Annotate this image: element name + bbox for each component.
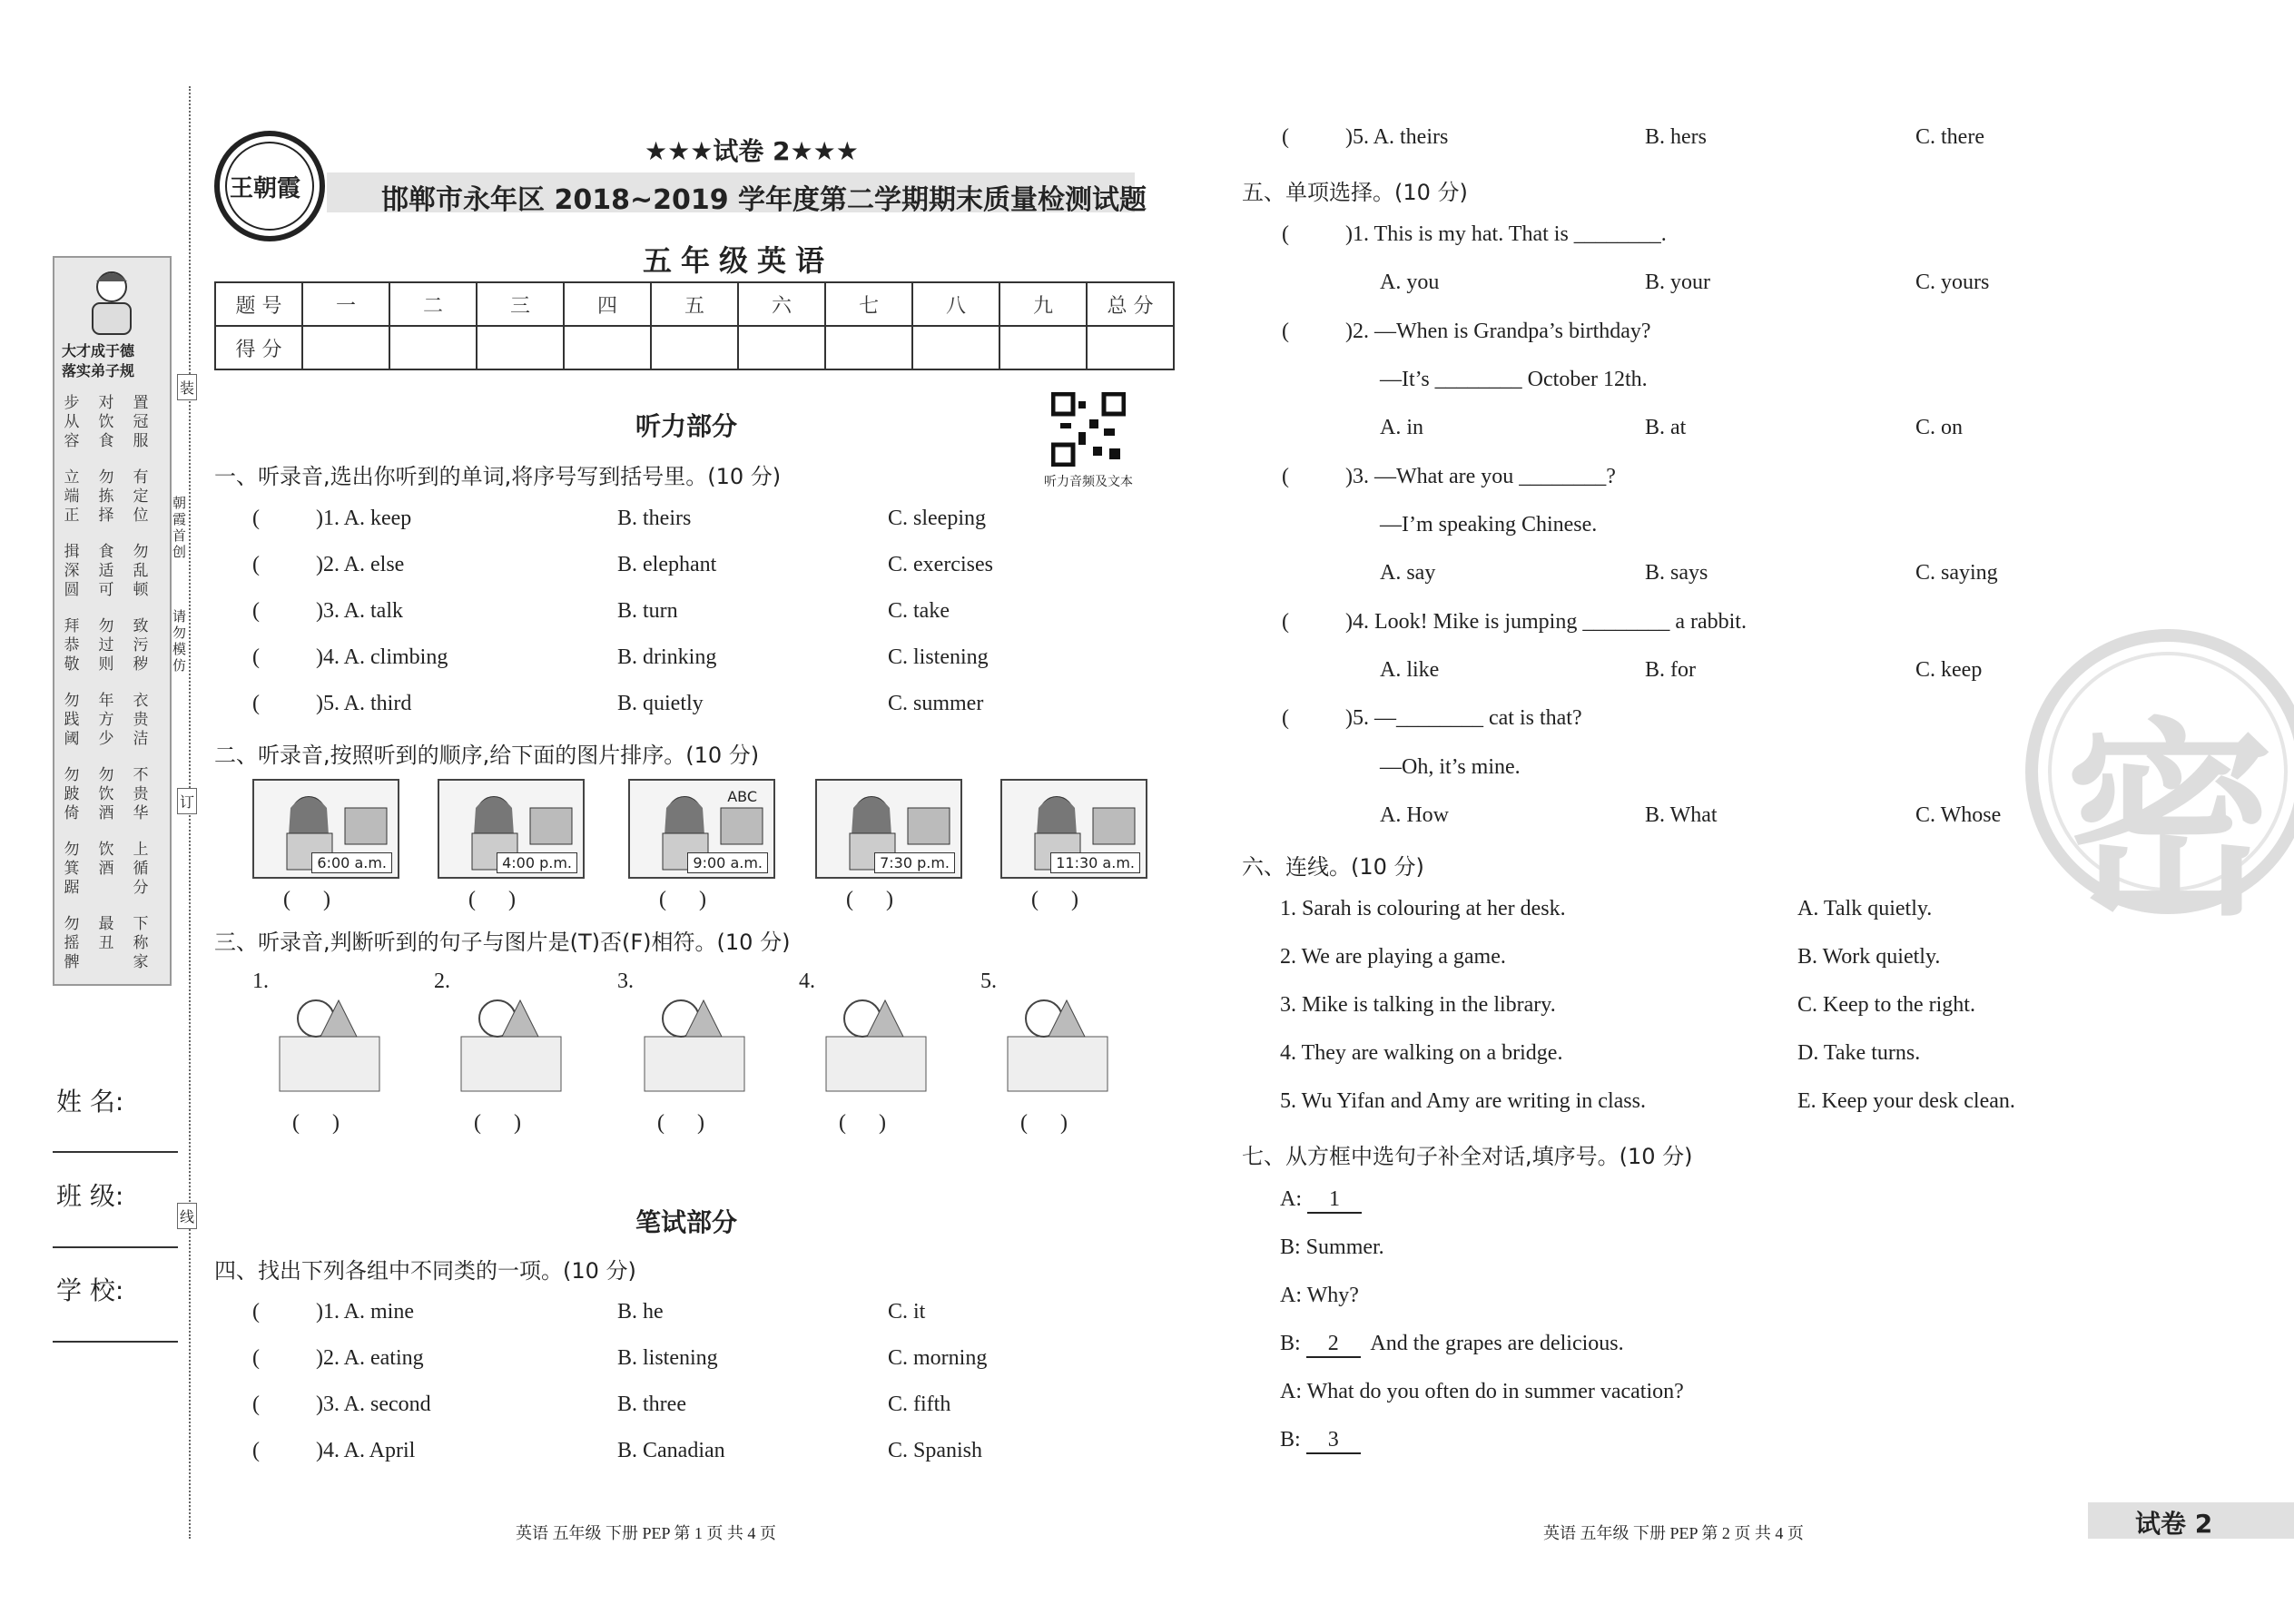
rules-sidebar xyxy=(53,256,172,986)
tf-picture-5 xyxy=(999,982,1117,1100)
rule-text: 勿饮酒 xyxy=(98,766,114,822)
order-answer-3[interactable]: ( ) xyxy=(659,888,706,911)
score-label-cell: 得 分 xyxy=(215,326,302,369)
order-answer-4[interactable]: ( ) xyxy=(846,888,893,911)
s4-item-2-opt-c: C. morning xyxy=(888,1346,988,1370)
motto-line-1: 大才成于德 xyxy=(62,342,135,359)
dialog-line-4 xyxy=(1280,1332,1624,1358)
tf-number-5: 5. xyxy=(980,969,997,993)
s1-item-1-paren[interactable]: ( xyxy=(252,507,260,530)
s5-q1-option[interactable]: C. yours xyxy=(1915,271,1990,294)
s5-q1-stem: )1. This is my hat. That is ________. xyxy=(1334,222,1667,246)
score-input-cell[interactable] xyxy=(477,326,564,369)
dialog-line-1 xyxy=(1280,1187,1362,1214)
rule-text: 下称家 xyxy=(133,915,149,971)
match-left-1[interactable]: 1. Sarah is colouring at her desk. xyxy=(1280,897,1566,920)
s1-item-5-opt-c: C. summer xyxy=(888,692,984,715)
tf-answer-5[interactable]: ( ) xyxy=(1020,1111,1068,1135)
rule-text: 年方少 xyxy=(98,692,114,748)
rule-text: 置冠服 xyxy=(133,394,149,450)
picture-time: 9:00 a.m. xyxy=(687,852,768,873)
score-header-cell: 七 xyxy=(825,282,912,326)
rule-text: 勿乱顿 xyxy=(133,543,149,599)
section-2-title: 二、听录音,按照听到的顺序,给下面的图片排序。(10 分) xyxy=(214,743,760,768)
rule-text: 上循分 xyxy=(133,841,149,897)
s1-item-4-paren[interactable]: ( xyxy=(252,645,260,669)
scene-drawing xyxy=(271,982,389,1100)
section-7-title: 七、从方框中选句子补全对话,填序号。(10 分) xyxy=(1242,1144,1693,1169)
s4-item-4-opt-b: B. Canadian xyxy=(617,1439,725,1462)
rule-text: 揖深圆 xyxy=(64,543,80,599)
dialog-line-6 xyxy=(1280,1428,1361,1454)
order-answer-1[interactable]: ( ) xyxy=(283,888,330,911)
dialog-line-3: A: Why? xyxy=(1280,1284,1359,1307)
score-header-cell: 三 xyxy=(477,282,564,326)
s1-item-5-opt-a: )5. A. third xyxy=(305,692,412,715)
tf-answer-4[interactable]: ( ) xyxy=(839,1111,886,1135)
series-label: ★★★试卷 2★★★ xyxy=(645,136,859,166)
s5-q5-option[interactable]: C. Whose xyxy=(1915,803,2002,827)
score-input-cell[interactable] xyxy=(564,326,651,369)
s4-item-4-paren[interactable]: ( xyxy=(252,1439,260,1462)
s5-q2-option[interactable]: B. at xyxy=(1645,416,1687,439)
writing-title: 笔试部分 xyxy=(635,1207,738,1237)
s5-q4-option[interactable]: B. for xyxy=(1645,658,1696,682)
footer-right: 英语 五年级 下册 PEP 第 2 页 共 4 页 xyxy=(1543,1524,1804,1542)
subject-title: 五年级英语 xyxy=(643,243,834,278)
school-field[interactable] xyxy=(53,1341,178,1343)
score-input-cell[interactable] xyxy=(825,326,912,369)
s4-item-4-opt-a: )4. A. April xyxy=(305,1439,416,1462)
rule-text: 不贵华 xyxy=(133,766,149,822)
tf-number-1: 1. xyxy=(252,969,269,993)
s5-q1-option[interactable]: A. you xyxy=(1380,271,1440,294)
s5-q4-option[interactable]: C. keep xyxy=(1915,658,1983,682)
s4-item-5-a: )5. A. theirs xyxy=(1334,125,1449,149)
score-table xyxy=(214,281,1175,370)
picture-time: 7:30 p.m. xyxy=(874,852,955,873)
score-header-cell: 一 xyxy=(302,282,389,326)
score-header-cell: 总 分 xyxy=(1087,282,1174,326)
s1-item-1-opt-a: )1. A. keep xyxy=(305,507,412,530)
score-input-cell[interactable] xyxy=(999,326,1087,369)
tf-answer-2[interactable]: ( ) xyxy=(474,1111,521,1135)
match-left-4[interactable]: 4. They are walking on a bridge. xyxy=(1280,1041,1563,1065)
section-5-title: 五、单项选择。(10 分) xyxy=(1242,180,1468,205)
s4-item-4-opt-c: C. Spanish xyxy=(888,1439,983,1462)
picture-time: 4:00 p.m. xyxy=(497,852,577,873)
scene-drawing xyxy=(999,982,1117,1100)
boy-illustration xyxy=(84,265,140,338)
s1-item-2-opt-b: B. elephant xyxy=(617,553,717,576)
s1-item-2-opt-a: )2. A. else xyxy=(305,553,405,576)
picture-time: 6:00 a.m. xyxy=(311,852,392,873)
tf-answer-1[interactable]: ( ) xyxy=(292,1111,340,1135)
s1-item-5-opt-b: B. quietly xyxy=(617,692,704,715)
s4-item-3-opt-a: )3. A. second xyxy=(305,1393,431,1416)
s1-item-3-opt-b: B. turn xyxy=(617,599,678,623)
margin-note-4: 朝霞首创 xyxy=(172,495,187,560)
rule-text: 勿摇髀 xyxy=(64,915,80,971)
rule-text: 衣贵洁 xyxy=(133,692,149,748)
score-header-cell: 五 xyxy=(651,282,738,326)
order-picture-5 xyxy=(1000,779,1147,879)
s1-item-1-opt-c: C. sleeping xyxy=(888,507,986,530)
order-picture-1 xyxy=(252,779,399,879)
order-answer-5[interactable]: ( ) xyxy=(1031,888,1078,911)
section-4-title: 四、找出下列各组中不同类的一项。(10 分) xyxy=(214,1258,636,1284)
s4-item-2-opt-a: )2. A. eating xyxy=(305,1346,424,1370)
s5-q5-option[interactable]: B. What xyxy=(1645,803,1718,827)
qr-caption: 听力音频及文本 xyxy=(1044,475,1133,489)
rule-text: 勿拣择 xyxy=(98,468,114,525)
s1-item-4-opt-c: C. listening xyxy=(888,645,989,669)
s5-q3-option[interactable]: A. say xyxy=(1380,561,1436,585)
score-header-cell: 四 xyxy=(564,282,651,326)
s5-q2-paren[interactable]: ( xyxy=(1282,320,1289,343)
rule-text: 致污秽 xyxy=(133,617,149,674)
scene-drawing xyxy=(452,982,570,1100)
score-header-cell: 九 xyxy=(999,282,1087,326)
tf-number-3: 3. xyxy=(617,969,634,993)
name-field[interactable] xyxy=(53,1151,178,1153)
name-label: 姓 名: xyxy=(56,1087,124,1117)
match-right-2[interactable]: B. Work quietly. xyxy=(1797,945,1941,969)
match-left-2[interactable]: 2. We are playing a game. xyxy=(1280,945,1506,969)
s4-item-5-c: C. there xyxy=(1915,125,1984,149)
class-field[interactable] xyxy=(53,1246,178,1248)
motto-line-2: 落实弟子规 xyxy=(62,362,135,379)
match-left-5[interactable]: 5. Wu Yifan and Amy are writing in class. xyxy=(1280,1089,1646,1113)
s5-q4-stem: )4. Look! Mike is jumping ________ a rabbit. xyxy=(1334,610,1747,634)
dialog-4-speaker: B: xyxy=(1280,1332,1306,1355)
dialog-line-5: A: What do you often do in summer vacation? xyxy=(1280,1380,1684,1403)
tf-number-2: 2. xyxy=(434,969,450,993)
s5-q3-option[interactable]: B. says xyxy=(1645,561,1708,585)
order-answer-2[interactable]: ( ) xyxy=(468,888,516,911)
margin-note-5: 请勿模仿 xyxy=(172,608,187,674)
s5-q2-stem: )2. —When is Grandpa’s birthday? xyxy=(1334,320,1651,343)
stamp-character: 密 xyxy=(2065,702,2275,944)
score-input-cell[interactable] xyxy=(912,326,999,369)
dialog-6-speaker: B: xyxy=(1280,1428,1306,1452)
board-text: ABC xyxy=(727,788,757,805)
brand-name: 王朝霞 xyxy=(230,175,301,202)
rule-text: 拜恭敬 xyxy=(64,617,80,674)
margin-note-1: 装 xyxy=(177,374,197,400)
dialog-line-2: B: Summer. xyxy=(1280,1235,1384,1259)
s5-q2-option[interactable]: A. in xyxy=(1380,416,1423,439)
s1-item-2-paren[interactable]: ( xyxy=(252,553,260,576)
s1-item-3-opt-a: )3. A. talk xyxy=(305,599,403,623)
score-input-cell[interactable] xyxy=(738,326,825,369)
corner-tag: 试卷 2 xyxy=(2135,1509,2213,1539)
dialog-blank-3[interactable]: 3 xyxy=(1306,1428,1361,1454)
score-header-cell: 八 xyxy=(912,282,999,326)
s5-q5-paren[interactable]: ( xyxy=(1282,706,1289,730)
s5-q3-paren[interactable]: ( xyxy=(1282,465,1289,488)
match-left-3[interactable]: 3. Mike is talking in the library. xyxy=(1280,993,1556,1017)
s5-q3-line: —I’m speaking Chinese. xyxy=(1380,513,1598,536)
s5-q3-stem: )3. —What are you ________? xyxy=(1334,465,1616,488)
order-picture-2 xyxy=(438,779,585,879)
s4-item-1-opt-a: )1. A. mine xyxy=(305,1300,414,1324)
s4-item-2-opt-b: B. listening xyxy=(617,1346,718,1370)
margin-note-2: 订 xyxy=(177,788,197,814)
dialog-blank-2[interactable]: 2 xyxy=(1306,1332,1361,1358)
score-input-cell[interactable] xyxy=(1087,326,1174,369)
margin-note-3: 线 xyxy=(177,1203,197,1229)
match-right-4[interactable]: D. Take turns. xyxy=(1797,1041,1921,1065)
picture-time: 11:30 a.m. xyxy=(1050,852,1140,873)
rule-text: 勿跛倚 xyxy=(64,766,80,822)
exam-title: 邯郸市永年区 2018~2019 学年度第二学期期末质量检测试题 xyxy=(381,184,1147,216)
s5-q5-line: —Oh, it’s mine. xyxy=(1380,755,1521,779)
tf-picture-3 xyxy=(635,982,753,1100)
s5-q1-option[interactable]: B. your xyxy=(1645,271,1710,294)
dialog-1-speaker: A: xyxy=(1280,1187,1307,1211)
score-header-cell: 六 xyxy=(738,282,825,326)
section-3-title: 三、听录音,判断听到的句子与图片是(T)否(F)相符。(10 分) xyxy=(214,930,791,955)
tf-picture-2 xyxy=(452,982,570,1100)
tf-picture-4 xyxy=(817,982,935,1100)
s1-item-5-paren[interactable]: ( xyxy=(252,692,260,715)
series-text: 试卷 2 xyxy=(713,136,791,166)
score-header-cell: 题 号 xyxy=(215,282,302,326)
footer-left: 英语 五年级 下册 PEP 第 1 页 共 4 页 xyxy=(516,1524,776,1542)
score-input-cell[interactable] xyxy=(389,326,477,369)
tf-number-4: 4. xyxy=(799,969,815,993)
section-1-title: 一、听录音,选出你听到的单词,将序号写到括号里。(10 分) xyxy=(214,464,782,489)
rule-text: 立端正 xyxy=(64,468,80,525)
tf-answer-3[interactable]: ( ) xyxy=(657,1111,704,1135)
rule-text: 饮酒 xyxy=(98,841,114,878)
tf-picture-1 xyxy=(271,982,389,1100)
s5-q3-option[interactable]: C. saying xyxy=(1915,561,1998,585)
s1-item-4-opt-a: )4. A. climbing xyxy=(305,645,448,669)
score-header-cell: 二 xyxy=(389,282,477,326)
s4-item-2-paren[interactable]: ( xyxy=(252,1346,260,1370)
dialog-blank-1[interactable]: 1 xyxy=(1307,1187,1362,1214)
s5-q1-paren[interactable]: ( xyxy=(1282,222,1289,246)
s4-item-1-opt-c: C. it xyxy=(888,1300,926,1324)
s5-q5-stem: )5. —________ cat is that? xyxy=(1334,706,1582,730)
order-picture-4 xyxy=(815,779,962,879)
s4-item-3-paren[interactable]: ( xyxy=(252,1393,260,1416)
rule-text: 勿践阈 xyxy=(64,692,80,748)
s4-item-5-paren: ( xyxy=(1282,125,1289,149)
qr-code-icon[interactable] xyxy=(1051,392,1126,467)
match-right-5[interactable]: E. Keep your desk clean. xyxy=(1797,1089,2015,1113)
s4-item-5-b: B. hers xyxy=(1645,125,1707,149)
s4-item-3-opt-b: B. three xyxy=(617,1393,686,1416)
section-6-title: 六、连线。(10 分) xyxy=(1242,854,1424,880)
s1-item-3-opt-c: C. take xyxy=(888,599,950,623)
listening-title: 听力部分 xyxy=(635,411,738,441)
school-label: 学 校: xyxy=(56,1275,124,1305)
match-right-3[interactable]: C. Keep to the right. xyxy=(1797,993,1975,1017)
rule-text: 有定位 xyxy=(133,468,149,525)
s4-item-1-opt-b: B. he xyxy=(617,1300,664,1324)
score-header-row xyxy=(215,282,1174,326)
score-value-row xyxy=(215,326,1174,369)
rule-text: 步从容 xyxy=(64,394,80,450)
order-picture-3 xyxy=(628,779,775,879)
scene-drawing xyxy=(635,982,753,1100)
s1-item-2-opt-c: C. exercises xyxy=(888,553,993,576)
s5-q4-paren[interactable]: ( xyxy=(1282,610,1289,634)
class-label: 班 级: xyxy=(56,1181,124,1211)
s1-item-1-opt-b: B. theirs xyxy=(617,507,692,530)
scene-drawing xyxy=(817,982,935,1100)
s5-q4-option[interactable]: A. like xyxy=(1380,658,1440,682)
rule-text: 食适可 xyxy=(98,543,114,599)
s1-item-3-paren[interactable]: ( xyxy=(252,599,260,623)
s4-item-3-opt-c: C. fifth xyxy=(888,1393,951,1416)
rule-text: 最丑 xyxy=(98,915,114,952)
rule-text: 勿箕踞 xyxy=(64,841,80,897)
s5-q2-option[interactable]: C. on xyxy=(1915,416,1964,439)
score-input-cell[interactable] xyxy=(302,326,389,369)
s5-q2-line: —It’s ________ October 12th. xyxy=(1380,368,1648,391)
rule-text: 对饮食 xyxy=(98,394,114,450)
s5-q5-option[interactable]: A. How xyxy=(1380,803,1449,827)
score-input-cell[interactable] xyxy=(651,326,738,369)
dialog-4-rest: And the grapes are delicious. xyxy=(1360,1332,1624,1355)
rule-text: 勿过则 xyxy=(98,617,114,674)
match-right-1[interactable]: A. Talk quietly. xyxy=(1797,897,1933,920)
s1-item-4-opt-b: B. drinking xyxy=(617,645,717,669)
s4-item-1-paren[interactable]: ( xyxy=(252,1300,260,1324)
